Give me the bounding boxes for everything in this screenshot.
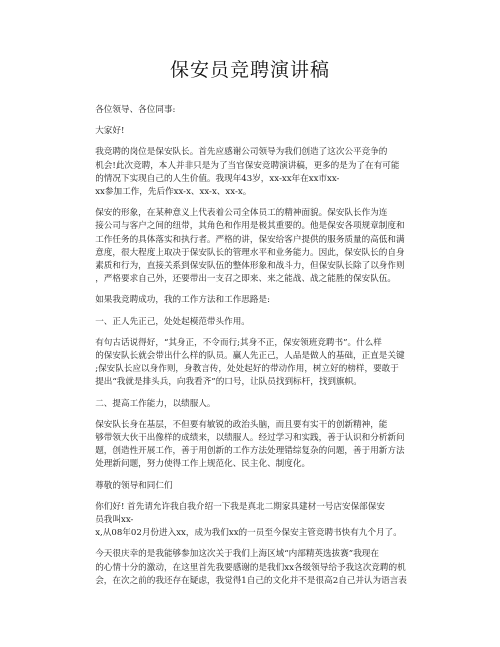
text-line: xx参加工作，先后作xx-x、xx-x、xx-x。 (95, 187, 252, 198)
text-line: 机会!此次竞聘，本人并非只是为了当官保安竞聘演讲稿，更多的是为了在有可能 (95, 160, 400, 171)
text-line: 今天很庆幸的是我能够参加这次关于我们上海区域“内部精英选拔赛”我现在 (95, 549, 379, 560)
text-line: ;保安队长应以身作则，身教言传，处处起好的带动作用，树立好的榜样，要敢于 (95, 364, 399, 375)
text-line: 员我叫xx- (95, 515, 134, 526)
paragraph (78, 294, 422, 307)
text-line: 够带领大伙干出像样的成绩来，以绩服人。经过学习和实践，善于认识和分析新问 (95, 433, 405, 444)
paragraph (78, 207, 422, 286)
text-line: 接公司与客户之间的纽带，其角色和作用是极其重要的。他是保安各项规章制度和 (95, 221, 405, 232)
text-line: 素质和行为，直接关系到保安队伍的整体形象和战斗力，但保安队长除了以身作则 (95, 261, 405, 272)
text-line: 提出“我就是排头兵，向我看齐”的口号，让队员找到标杆，找到旗帜。 (95, 377, 362, 388)
text-line: 意度，很大程度上取决于保安队长的管理水平和业务能力。因此，保安队长的自身 (95, 247, 405, 258)
text-line: 一、正人先正己，处处起模范带头作用。 (95, 316, 250, 327)
document-body (78, 104, 422, 588)
text-line: 有句古话说得好，“其身正，不令而行;其身不正，保安领班竞聘书”。什么样 (95, 337, 382, 348)
paragraph (78, 146, 422, 199)
text-line: 工作任务的具体落实和执行者。严格的讲，保安给客户提供的服务质量的高低和满 (95, 234, 405, 245)
text-line: 保安队长身在基层，不但要有敏锐的政治头脑，而且要有实干的创新精神，能 (95, 419, 388, 430)
paragraph (78, 316, 422, 329)
text-line: 大家好! (95, 126, 125, 137)
paragraph (78, 419, 422, 472)
text-line: 处理新问题，努力使得工作上规范化、民主化、制度化。 (95, 459, 311, 470)
paragraph (78, 398, 422, 411)
paragraph (78, 104, 422, 117)
text-line: 如果我竞聘成功，我的工作方法和工作思路是: (95, 295, 270, 306)
paragraph (78, 501, 422, 541)
paragraph (78, 480, 422, 493)
document-title: 保安员竞聘演讲稿 (169, 59, 330, 81)
text-line: 各位领导、各位同事: (95, 105, 176, 115)
text-line: 的心情十分的激动，在这里首先我要感谢的是我们xx各级领导给予我这次竞聘的机 (95, 562, 406, 573)
text-line: ，严格要求自己外，还要带出一支召之即来、来之能战、战之能胜的保安队伍。 (95, 274, 396, 285)
text-line: 题，创造性开展工作，善于用创新的工作方法处理错综复杂的问题，善于用新方法 (95, 446, 405, 457)
text-line: x,从08年02月份进入xx，成为我们xx的一员至今保安主管竞聘书快有九个月了。 (95, 528, 402, 539)
paragraph (78, 548, 422, 588)
text-line: 的保安队长就会带出什么样的队员。赢人先正己，人品是做人的基础，正直是关键 (95, 351, 405, 362)
text-line: 保安的形象，在某种意义上代表着公司全体员工的精神面貌。保安队长作为连 (95, 208, 388, 219)
paragraph (78, 337, 422, 390)
text-line: 二、提高工作能力，以绩服人。 (95, 398, 216, 409)
text-line: 的情况下实现自己的人生价值。我现年43岁，xx-xx年在xx市xx- (95, 173, 340, 184)
paragraph (78, 125, 422, 138)
text-line: 我竞聘的岗位是保安队长。首先应感谢公司领导为我们创造了这次公平竞争的 (95, 147, 388, 158)
text-line: 会，在次之前的我还存在疑虑，我觉得1自己的文化并不是很高2自己并认为语言表 (95, 575, 407, 586)
text-line: 你们好! 首先请允许我自我介绍一下我是真北二期家具建材一号店安保部保安 (95, 501, 385, 512)
text-line: 尊敬的领导和同仁们 (95, 480, 173, 491)
